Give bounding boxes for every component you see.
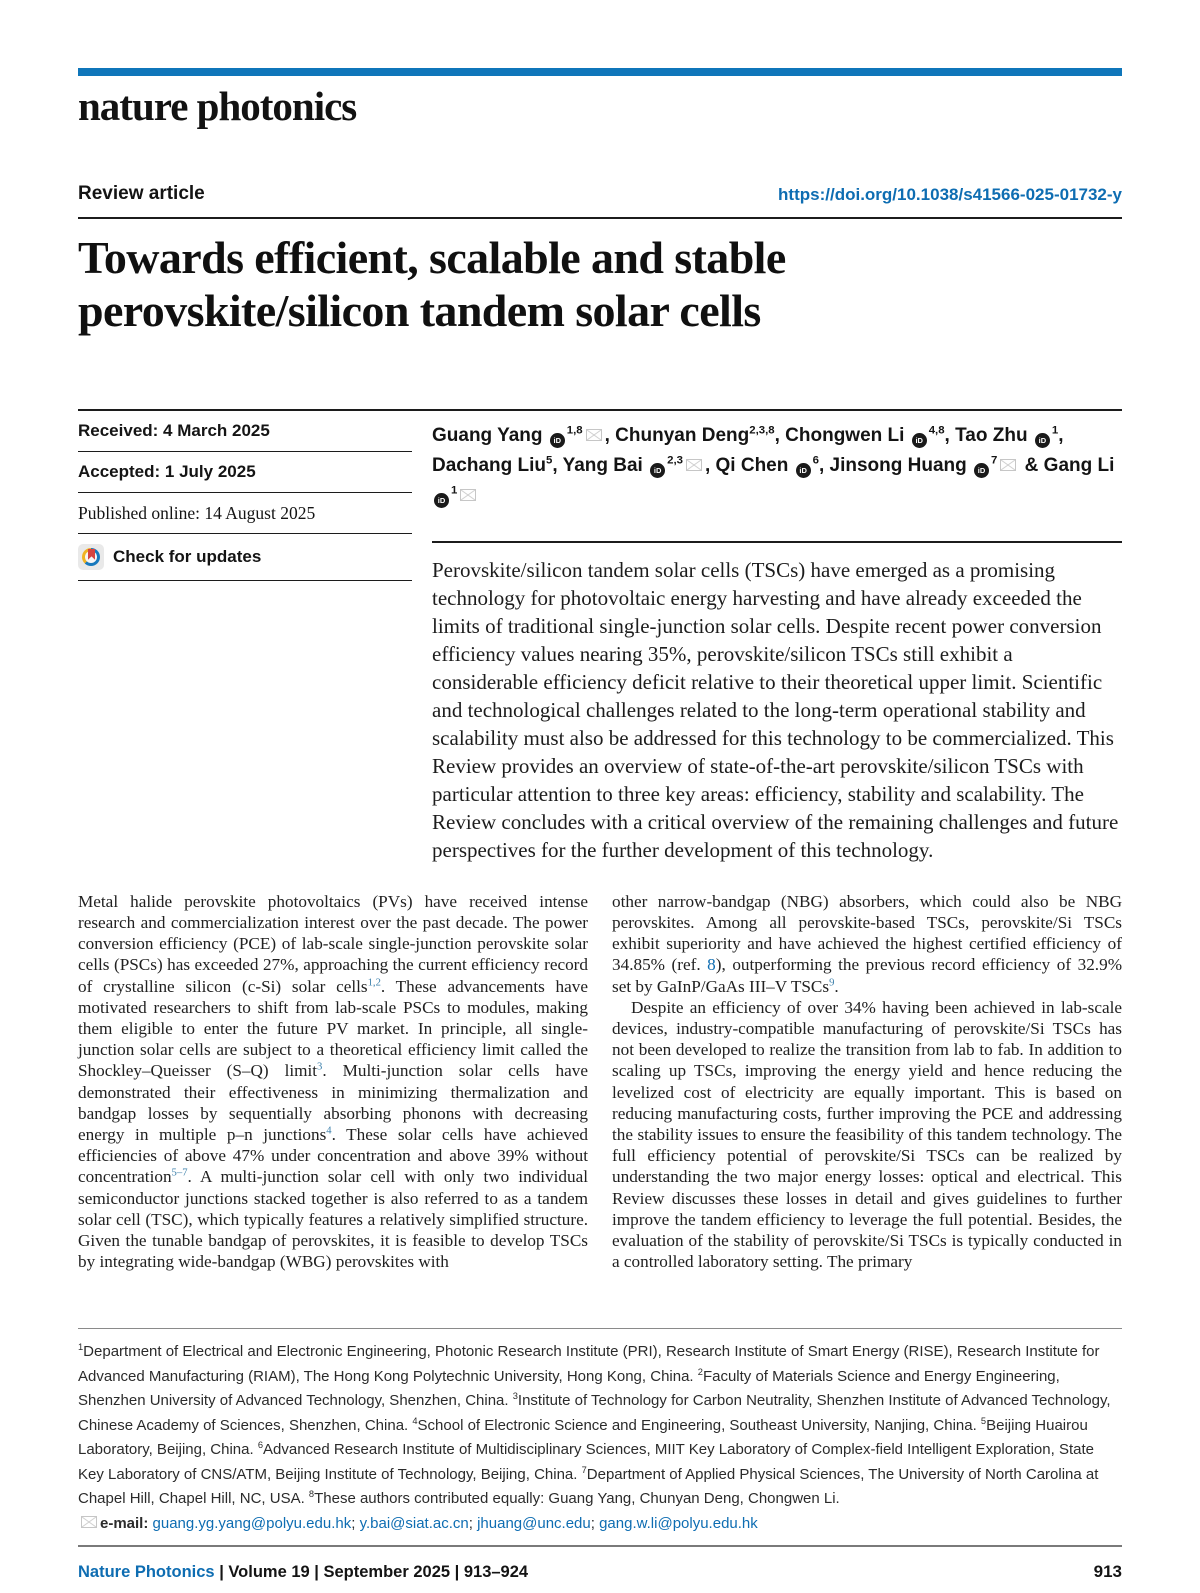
accepted-date: Accepted: 1 July 2025 <box>78 452 412 493</box>
orcid-icon[interactable]: iD <box>434 493 449 508</box>
published-date: Published online: 14 August 2025 <box>78 493 412 534</box>
orcid-icon[interactable]: iD <box>550 433 565 448</box>
mail-icon[interactable] <box>81 1516 97 1528</box>
body-paragraph-right-2: Despite an efficiency of over 34% having been achieved in lab-scale devices, industry-compatible manufacturing of perovskite/Si TSCs has not been developed to realize the transition from lab to fab. In addition to scaling up TSCs, improving the energy yield and hence reducing the levelized cost of electricity are equally important. This is based on reducing manufacturing costs, further improving the PCE and addressing the stability issues to ensure the feasibility of this tandem technology. The full efficiency potential of perovskite/Si TSCs can be realized by understanding the two major energy losses: optical and electrical. This Review discusses these losses in detail and gives guidelines to further improve the tandem efficiency to leverage the full potential. Besides, the evaluation of the stability of perovskite/Si TSCs is typically conducted in a controlled laboratory setting. The primary <box>612 997 1122 1272</box>
body-column-left <box>78 891 588 1273</box>
page-number: 913 <box>1093 1562 1122 1582</box>
affiliations-text: $^1$Department of Electrical and Electronic Engineering, Photonic Research Institute (PRI), Research Institute of Smart Energy (RISE), Research Institute for Advanced Manufacturing (RIAM), The Hong Kong Polytechnic University, Hong Kong, China. $^2$Faculty of Materials Science and Energy Engineering, Shenzhen University of Advanced Technology, Shenzhen, China. $^3$Institute of Technology for Carbon Neutrality, Shenzhen Institute of Advanced Technology, Chinese Academy of Sciences, Shenzhen, China. $^4$School of Electronic Science and Engineering, Southeast University, Nanjing, China. $^5$Beijing Huairou Laboratory, Beijing, China. $^6$Advanced Research Institute of Multidisciplinary Sciences, MIIT Key Laboratory of Complex-field Intelligent Exploration, State Key Laboratory of CNS/ATM, Beijing Institute of Technology, Beijing, China. $^7$Department of Applied Physical Sciences, The University of North Carolina at Chapel Hill, Chapel Hill, NC, USA. $^8$These authors contributed equally: Guang Yang, Chunyan Deng, Chongwen Li. <box>78 1342 1111 1508</box>
page-title <box>78 231 1122 338</box>
orcid-icon[interactable]: iD <box>1035 433 1050 448</box>
page-footer <box>78 1545 1122 1582</box>
article-type-row <box>78 183 1122 205</box>
email-line: e-mail: guang.yg.yang@polyu.edu.hk; y.bai@siat.ac.cn; jhuang@unc.edu; gang.w.li@polyu.edu.hk <box>78 1512 1122 1537</box>
footer-issue-info: Nature Photonics | Volume 19 | September 2025 | 913–924 <box>78 1563 529 1582</box>
crossmark-icon <box>78 544 104 570</box>
journal-accent-bar <box>78 68 1122 76</box>
footnotes-section <box>78 1328 1122 1536</box>
doi-link[interactable]: https://doi.org/10.1038/s41566-025-01732-y <box>778 185 1122 204</box>
journal-logo: nature photonics <box>78 83 357 129</box>
abstract-text: Perovskite/silicon tandem solar cells (TSCs) have emerged as a promising technology for photovoltaic energy harvesting and have already exceeded the limits of traditional single-junction solar cells. Despite recent power conversion efficiency values nearing 35%, perovskite/silicon TSCs still exhibit a considerable efficiency deficit relative to their theoretical upper limit. Scientific and technological challenges related to the long-term operational stability and scalability must also be addressed for this technology to be commercialized. This Review provides an overview of state-of-the-art perovskite/silicon TSCs with particular attention to three key areas: efficiency, stability and scalability. The Review concludes with a critical overview of the remaining challenges and future perspectives for the further development of this technology. <box>432 557 1119 862</box>
mail-icon[interactable] <box>1000 459 1016 471</box>
check-updates-button[interactable] <box>78 534 412 581</box>
email-link-1[interactable]: guang.yg.yang@polyu.edu.hk <box>152 1514 352 1532</box>
mail-icon[interactable] <box>586 429 602 441</box>
body-column-right <box>612 891 1122 1273</box>
article-type-label: Review article <box>78 183 205 204</box>
orcid-icon[interactable]: iD <box>974 463 989 478</box>
dates-column <box>78 411 412 864</box>
title-line-2: perovskite/silicon tandem solar cells <box>78 285 761 337</box>
body-paragraph-right-1: other narrow-bandgap (NBG) absorbers, which could also be NBG perovskites. Among all perovskite-based TSCs, perovskite/Si TSCs exhibit superiority and have achieved the highest certified efficiency of 34.85% (ref. 8), outperforming the previous record efficiency of 32.9% set by GaInP/GaAs III–V TSCs$^9$. <box>612 891 1123 996</box>
orcid-icon[interactable]: iD <box>796 463 811 478</box>
header-rule <box>78 217 1122 219</box>
article-info-section <box>78 409 1122 864</box>
email-link-3[interactable]: jhuang@unc.edu <box>477 1514 591 1532</box>
orcid-icon[interactable]: iD <box>650 463 665 478</box>
email-link-2[interactable]: y.bai@siat.ac.cn <box>359 1514 469 1532</box>
authors-abstract-column <box>432 411 1122 864</box>
body-columns <box>78 891 1122 1273</box>
footer-journal-link[interactable]: Nature Photonics <box>78 1563 215 1582</box>
received-date: Received: 4 March 2025 <box>78 411 412 452</box>
email-link-4[interactable]: gang.w.li@polyu.edu.hk <box>599 1514 758 1532</box>
authors-line: Guang Yang iD$^{1,8}$ , Chunyan Deng$^{2,3,8}$, Chongwen Li iD$^{4,8}$, Tao Zhu $iD^1$, Dachang Liu$^5$, Yang Bai iD$^{2,3}$ , Qi Chen $iD^6$, Jinsong Huang $iD^7$ & Gang Li $iD^1$ <box>432 421 1122 511</box>
title-line-1: Towards efficient, scalable and stable <box>78 232 786 283</box>
orcid-icon[interactable]: iD <box>912 433 927 448</box>
check-updates-label: Check for updates <box>113 546 262 566</box>
mail-icon[interactable] <box>686 459 702 471</box>
mail-icon[interactable] <box>460 489 476 501</box>
body-paragraph-left: Metal halide perovskite photovoltaics (PVs) have received intense research and commercialization interest over the past decade. The power conversion efficiency (PCE) of lab-scale single-junction perovskite solar cells (PSCs) has exceeded 27%, approaching the current efficiency record of crystalline silicon (c-Si) solar cells$^{1,2}$. These advancements have motivated researchers to shift from lab-scale PSCs to modules, making them eligible to enter the future PV market. In principle, all single-junction solar cells are subject to a theoretical efficiency limit called the Shockley–Queisser (S–Q) limit$^3$. Multi-junction solar cells have demonstrated their effectiveness in minimizing thermalization and bandgap losses by sequentially absorbing phonons with decreasing energy in multiple p–n junctions$^4$. These solar cells have achieved efficiencies of above 47% under concentration and above 39% without concentration$^{5-7}$. A multi-junction solar cell with only two individual semiconductor junctions stacked together is also referred to as a tandem solar cell (TSC), which typically features a relatively simplified structure. Given the tunable bandgap of perovskites, it is feasible to develop TSCs by integrating wide-bandgap (WBG) perovskites with <box>78 891 589 1272</box>
